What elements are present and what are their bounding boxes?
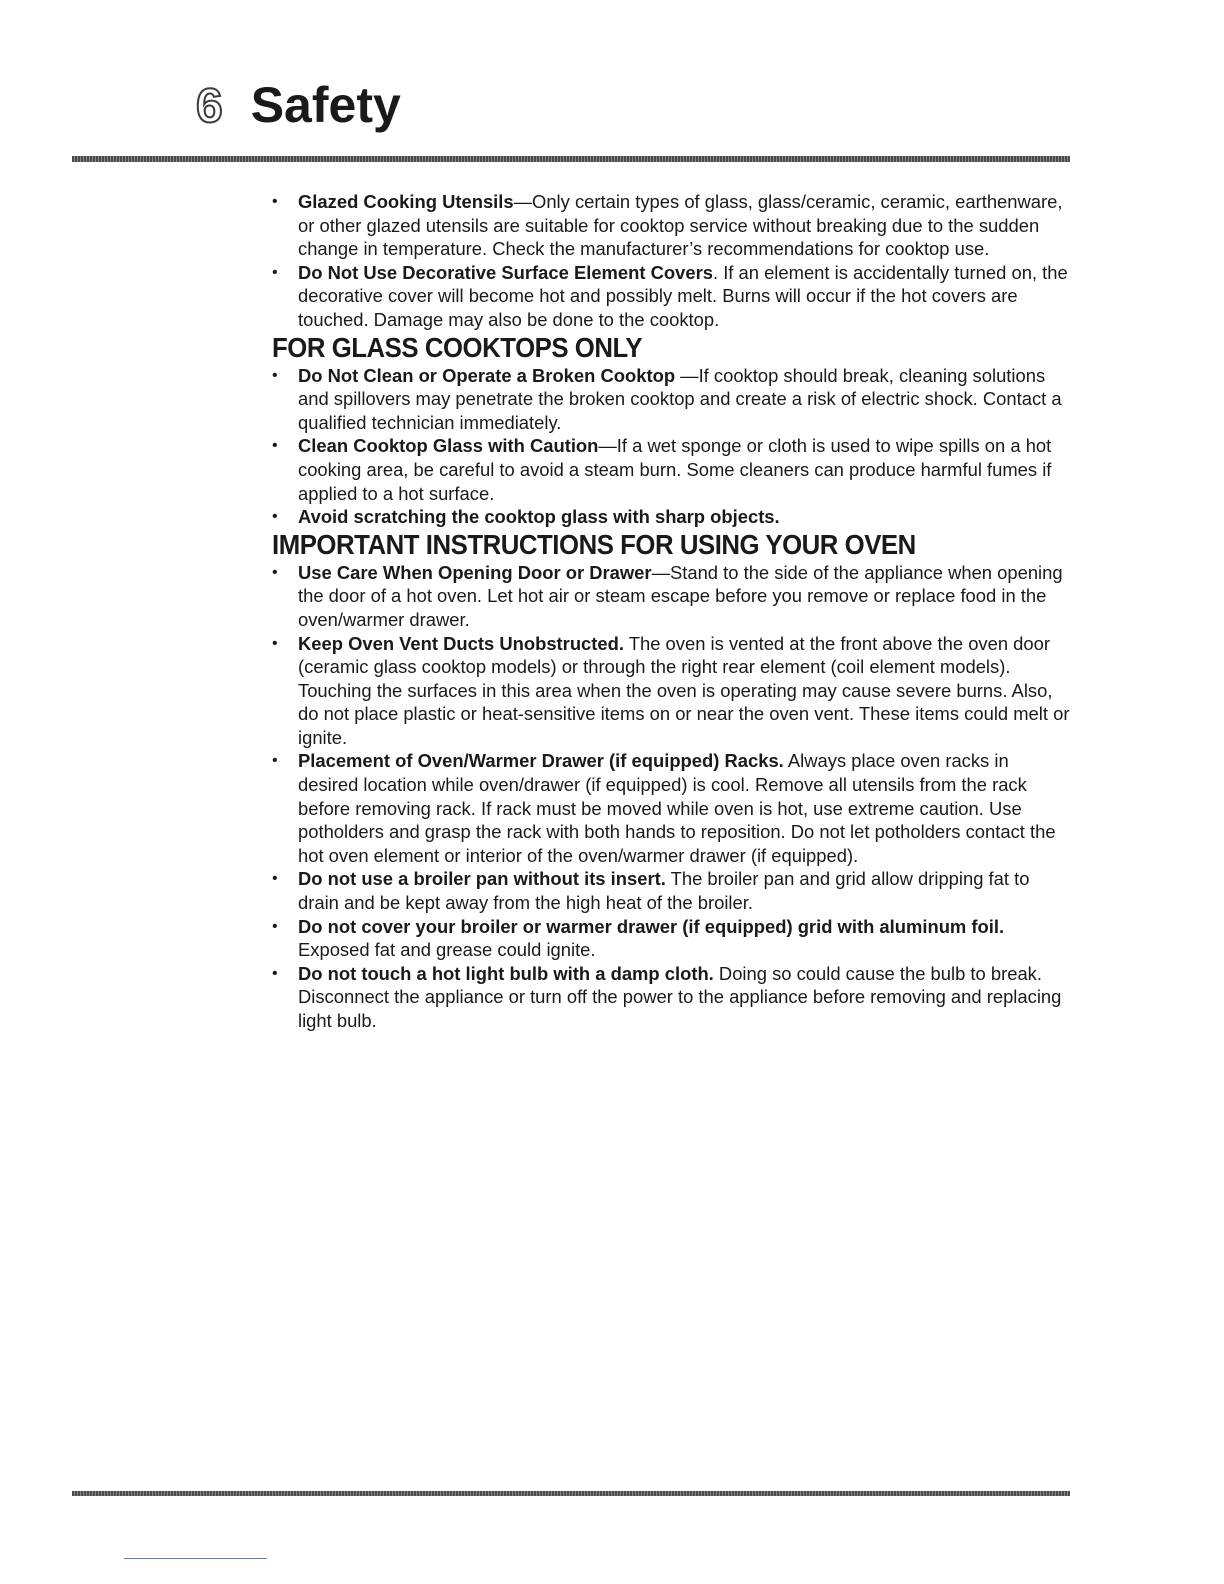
footer-divider <box>72 1491 1070 1496</box>
oven-instructions-list <box>272 561 1072 1033</box>
section-heading-oven-instructions: IMPORTANT INSTRUCTIONS FOR USING YOUR OVEN <box>272 528 916 560</box>
list-item: • Do not use a broiler pan without its insert. The broiler pan and grid allow dripping fat to drain and be kept away from the high heat of the broiler. <box>272 867 1072 914</box>
intro-list <box>272 190 1072 332</box>
page-title: Safety <box>250 77 401 133</box>
list-item: • Clean Cooktop Glass with Caution—If a wet sponge or cloth is used to wipe spills on a hot cooking area, be careful to avoid a steam burn. Some cleaners can produce harmful fumes if applied to a hot surface. <box>272 434 1072 505</box>
list-item: • Do Not Clean or Operate a Broken Cooktop —If cooktop should break, cleaning solutions and spillovers may penetrate the broken cooktop and create a risk of electric shock. Contact a qualified technician immediately. <box>272 364 1072 435</box>
glass-cooktops-list <box>272 364 1072 529</box>
list-item: • Do not cover your broiler or warmer drawer (if equipped) grid with aluminum foil. Exposed fat and grease could ignite. <box>272 915 1072 962</box>
list-item: • Placement of Oven/Warmer Drawer (if equipped) Racks. Always place oven racks in desired location while oven/drawer (if equipped) is cool. Remove all utensils from the rack before removing rack. If rack must be moved while oven is hot, use extreme caution. Use potholders and grasp the rack with both hands to reposition. Do not let potholders contact the hot oven element or interior of the oven/warmer drawer (if equipped). <box>272 749 1072 867</box>
header-divider <box>72 156 1070 162</box>
list-item: • Do not touch a hot light bulb with a damp cloth. Doing so could cause the bulb to break. Disconnect the appliance or turn off the power to the appliance before removing and replacing light bulb. <box>272 962 1072 1033</box>
page-number: 6 <box>196 80 223 133</box>
list-item: • Glazed Cooking Utensils—Only certain types of glass, glass/ceramic, ceramic, earthenware, or other glazed utensils are suitable for cooktop service without breaking due to the sudden change in temperature. Check the manufacturer’s recommendations for cooktop use. <box>272 190 1072 261</box>
list-item: • Avoid scratching the cooktop glass with sharp objects. <box>272 505 1072 529</box>
section-heading-glass-cooktops: FOR GLASS COOKTOPS ONLY <box>272 331 643 363</box>
page-header <box>196 76 401 146</box>
list-item: • Use Care When Opening Door or Drawer—Stand to the side of the appliance when opening the door of a hot oven. Let hot air or steam escape before you remove or replace food in the oven/warmer drawer. <box>272 561 1072 632</box>
footer-underline <box>124 1558 267 1559</box>
list-item: • Keep Oven Vent Ducts Unobstructed. The oven is vented at the front above the oven door (ceramic glass cooktop models) or through the right rear element (coil element models). Touching the surfaces in this area when the oven is operating may cause severe burns. Also, do not place plastic or heat-sensitive items on or near the oven vent. These items could melt or ignite. <box>272 632 1072 750</box>
page-content <box>272 190 1072 1033</box>
list-item: • Do Not Use Decorative Surface Element Covers. If an element is accidentally turned on, the decorative cover will become hot and possibly melt. Burns will occur if the hot covers are touched. Damage may also be done to the cooktop. <box>272 261 1072 332</box>
